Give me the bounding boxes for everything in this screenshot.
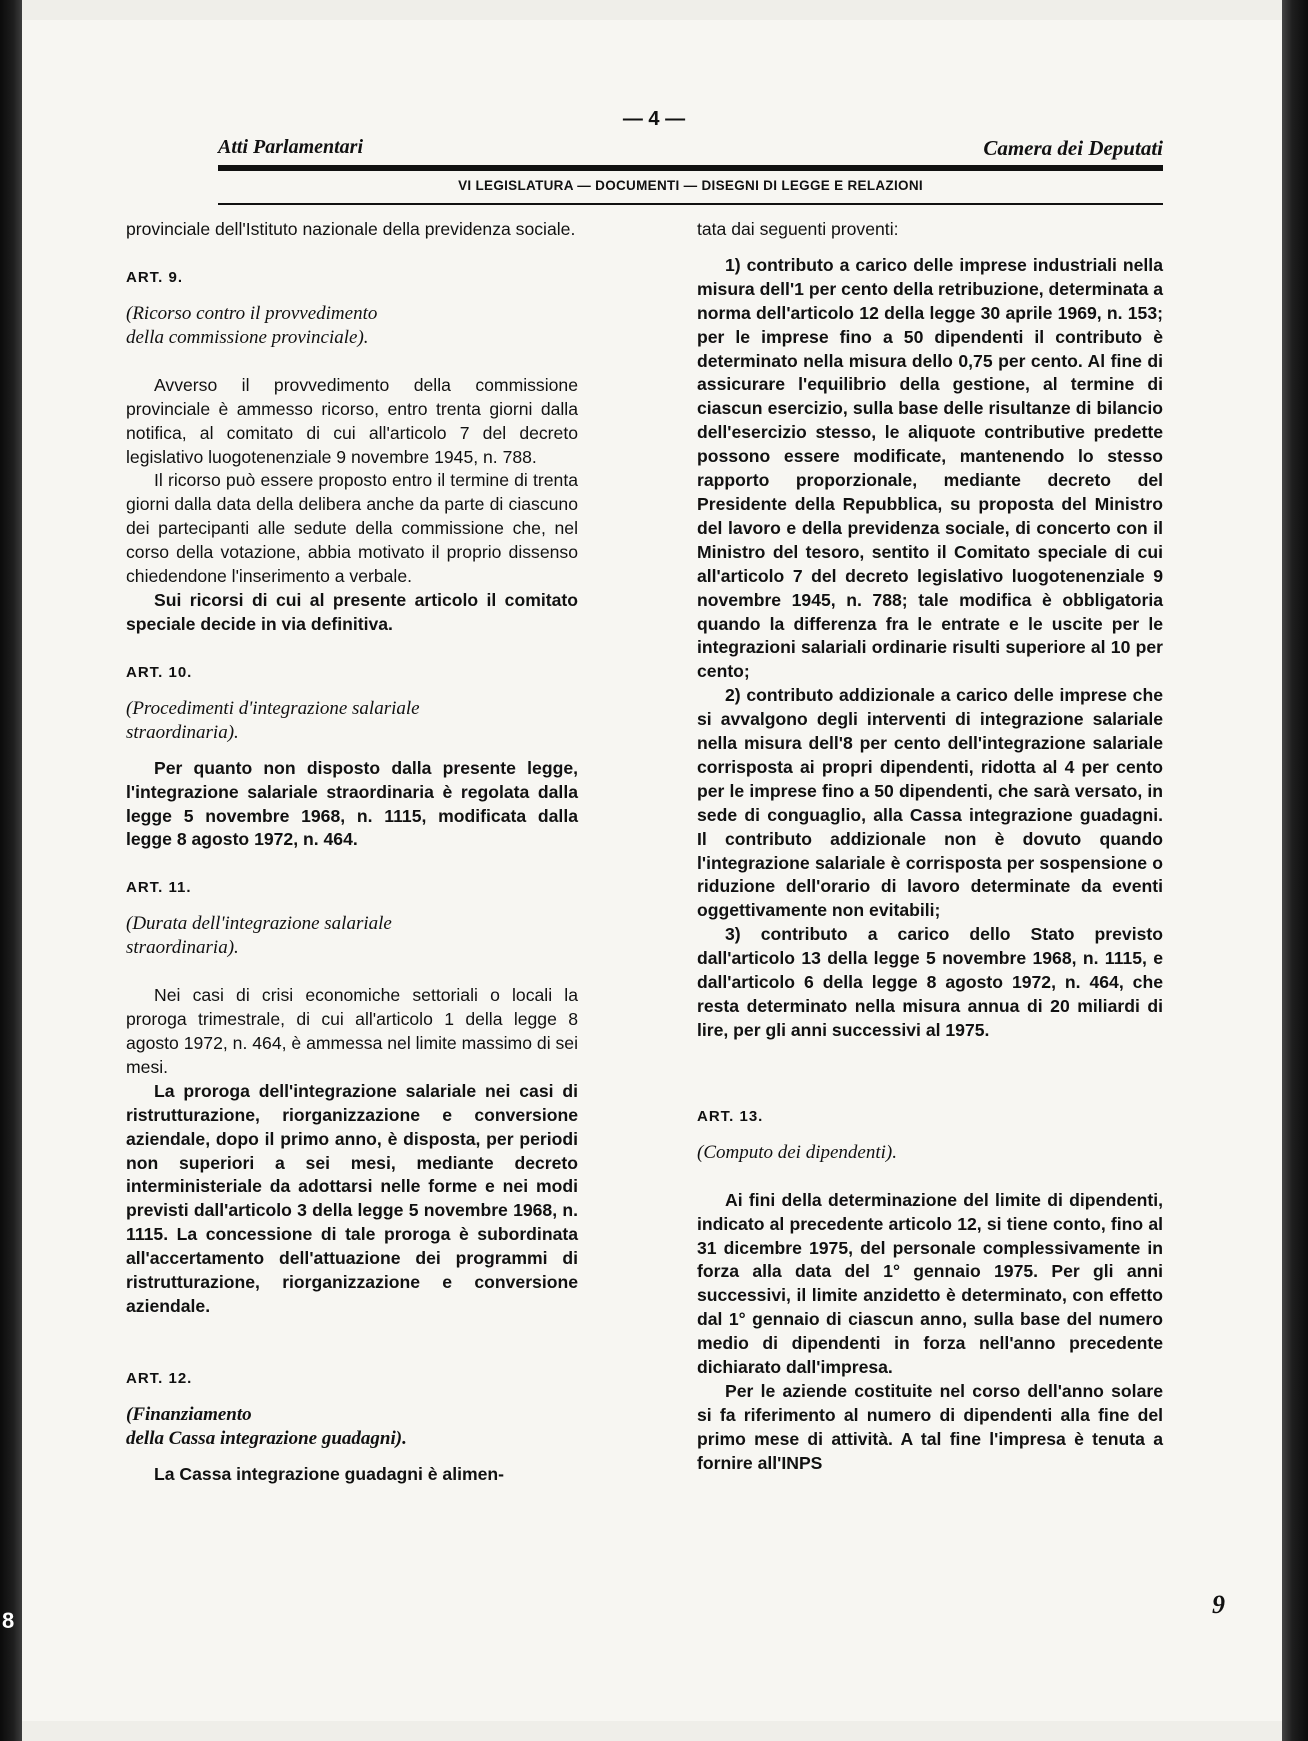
article-11-paragraph-1: Nei casi di crisi economiche settoriali o locali la proroga trimestrale, di cui all'articolo 1 della legge 8 agosto 1972, n. 464, è ammessa nel limite massimo di sei mesi. (126, 985, 578, 1077)
header-left-title: Atti Parlamentari (218, 136, 364, 158)
article-10-subtitle-line1: (Procedimenti d'integrazione salariale (126, 697, 420, 719)
article-10-paragraph-1: Per quanto non disposto dalla presente legge, l'integrazione salariale straordinaria è regolata dalla legge 5 novembre 1968, n. 1115, modificata dalla legge 8 agosto 1972, n. 464. (126, 757, 578, 850)
scan-left-edge (0, 0, 22, 1741)
article-9-subtitle-line2: della commissione provinciale). (126, 326, 369, 348)
article-9-title: ART. 9. (126, 268, 184, 286)
article-9-subtitle-line1: (Ricorso contro il provvedimento (126, 302, 378, 324)
article-9-paragraph-3: Sui ricorsi di cui al presente articolo il comitato speciale decide in via definitiva. (126, 589, 578, 634)
article-12-subtitle-line1: (Finanziamento (126, 1403, 252, 1425)
list-item-3: 3) contributo a carico dello Stato previsto dall'articolo 13 della legge 5 novembre 1968, n. 1115, e dall'articolo 6 della legge 8 agosto 1972, n. 464, che resta determinato nella misura annua di 20 miliardi di lire, per gli anni successivi al 1975. (697, 924, 1163, 1040)
list-item-1: 1) contributo a carico delle imprese industriali nella misura dell'1 per cento della retribuzione, determinata a norma dell'articolo 12 della legge 30 aprile 1969, n. 153; per le imprese fino a 50 dipendenti il contributo è determinato nella misura dello 0,75 per cento. Al fine di assicurare l'equilibrio della gestione, al termine di ciascun esercizio, sulla base delle risultanze di bilancio dell'esercizio stesso, le aliquote contributive predette possono essere modificate, mantenendo lo stesso rapporto proporzionale, mediante decreto del Presidente della Repubblica, su proposta del Ministro del lavoro e della previdenza sociale, di concerto con il Ministro del tesoro, sentito il Comitato speciale di cui all'articolo 7 del decreto legislativo luogotenenziale 9 novembre 1945, n. 788; tale modifica è obbligatoria quando la differenza fra le entrate e le uscite per le integrazioni salariali ordinarie risulti superiore al 10 per cento; (697, 254, 1163, 682)
header-right-title: Camera dei Deputati (983, 136, 1163, 160)
article-9-paragraph-2: Il ricorso può essere proposto entro il termine di trenta giorni dalla data della delibera anche da parte di ciascuno dei partecipanti alle sedute della commissione che, nel corso della votazione, abbia motivato il proprio dissenso chiedendone l'inserimento a verbale. (126, 470, 578, 587)
left-column (126, 218, 578, 1487)
header-subtitle: VI LEGISLATURA — DOCUMENTI — DISEGNI DI LEGGE E RELAZIONI (458, 178, 923, 193)
article-11-paragraph-2: La proroga dell'integrazione salariale nei casi di ristrutturazione, riorganizzazione e conversione aziendale, dopo il primo anno, è disposta, per periodi non superiori a sei mesi, mediante decreto interministeriale da adottarsi nelle forme e nei modi previsti dall'articolo 3 della legge 5 novembre 1968, n. 1115. La concessione di tale proroga è subordinata all'accertamento dell'attuazione dei programmi di ristrutturazione, riorganizzazione e conversione aziendale. (126, 1080, 578, 1316)
list-item-2: 2) contributo addizionale a carico delle imprese che si avvalgono degli interventi di integrazione salariale nella misura dell'8 per cento dell'integrazione salariale corrisposta ai propri dipendenti, ridotta al 4 per cento per le imprese fino a 50 dipendenti, che sarà versato, in sede di conguaglio, alla Cassa integrazione guadagni. Il contributo addizionale non è dovuto quando l'integrazione salariale è corrisposta per sospensione o riduzione dell'orario di lavoro determinate da eventi oggettivamente non evitabili; (697, 685, 1163, 921)
page-number-bottom: 9 (1212, 1590, 1225, 1619)
article-12-subtitle-line2: della Cassa integrazione guadagni). (126, 1427, 407, 1449)
article-9-paragraph-1: Avverso il provvedimento della commissione provinciale è ammesso ricorso, entro trenta giorni dalla notifica, al comitato di cui all'articolo 7 del decreto legislativo luogotenenziale 9 novembre 1945, n. 788. (126, 374, 578, 467)
article-13-subtitle: (Computo dei dipendenti). (697, 1141, 897, 1163)
paragraph-continued-right: tata dai seguenti proventi: (697, 219, 899, 239)
article-11-subtitle-line2: straordinaria). (126, 937, 239, 959)
header-thin-rule (218, 203, 1163, 205)
paragraph-continued: provinciale dell'Istituto nazionale della previdenza sociale. (126, 219, 576, 239)
article-10-title: ART. 10. (126, 663, 193, 681)
article-11-subtitle-line1: (Durata dell'integrazione salariale (126, 913, 392, 935)
article-13-paragraph-1: Ai fini della determinazione del limite di dipendenti, indicato al precedente articolo 12, si tiene conto, fino al 31 dicembre 1975, del personale complessivamente in forza alla data del 1° gennaio 1975. Per gli anni successivi, il limite anzidetto è determinato, con effetto dal 1° gennaio di ciascun anno, sulla base del numero medio di dipendenti in forza nell'anno precedente dichiarato dall'impresa. (697, 1189, 1163, 1378)
right-column (697, 218, 1163, 1476)
article-10-subtitle-line2: straordinaria). (126, 721, 239, 743)
article-13-paragraph-2: Per le aziende costituite nel corso dell'anno solare si fa riferimento al numero di dipendenti alla fine del primo mese di attività. A tal fine l'impresa è tenuta a fornire all'INPS (697, 1380, 1163, 1473)
article-12-title: ART. 12. (126, 1369, 193, 1387)
article-11-title: ART. 11. (126, 879, 192, 897)
scan-right-edge (1282, 0, 1308, 1741)
header-thick-rule (218, 165, 1163, 171)
article-12-paragraph-1: La Cassa integrazione guadagni è alimen- (154, 1463, 505, 1484)
article-13-title: ART. 13. (697, 1107, 764, 1125)
left-edge-mark: 8 (2, 1608, 15, 1633)
page-number-top: — 4 — (622, 108, 686, 130)
